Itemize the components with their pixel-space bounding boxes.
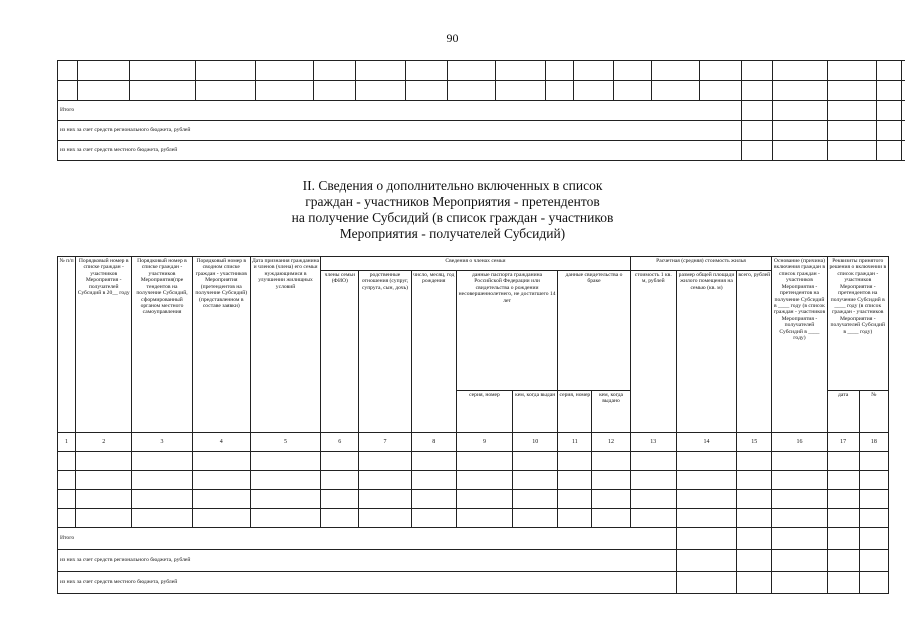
table-cell	[250, 490, 320, 509]
table-cell	[250, 509, 320, 528]
table-cell	[58, 61, 78, 81]
table-cell	[652, 61, 700, 81]
table-cell	[250, 471, 320, 490]
table-cell	[737, 490, 772, 509]
header-family-members: члены семьи (ФИО)	[321, 271, 359, 433]
column-number: 13	[630, 433, 676, 452]
table-cell	[130, 81, 196, 101]
header-family-info: Сведения о членах семьи	[321, 257, 630, 271]
table-cell	[737, 471, 772, 490]
column-number: 5	[250, 433, 320, 452]
table-row	[58, 509, 889, 528]
table-cell	[132, 471, 192, 490]
table-cell	[76, 490, 132, 509]
column-number: 6	[321, 433, 359, 452]
table-cell	[321, 452, 359, 471]
table-cell	[558, 490, 592, 509]
table-cell	[496, 61, 546, 81]
section-title-line: II. Сведения о дополнительно включенных в список	[302, 178, 603, 193]
header-passport-issued: кем, когда выдан	[513, 391, 558, 433]
header-relationship: родственные отношения (супруг, супруга, сын, дочь)	[359, 271, 411, 433]
table-cell	[359, 471, 411, 490]
table-cell	[772, 572, 827, 594]
table-cell	[456, 452, 512, 471]
section-title-line: Мероприятия - получателей Субсидий)	[339, 226, 566, 241]
table-cell	[902, 61, 905, 81]
column-number: 16	[772, 433, 827, 452]
table-cell	[58, 471, 76, 490]
table-cell	[58, 509, 76, 528]
table-cell	[359, 490, 411, 509]
column-number: 4	[192, 433, 250, 452]
table-cell	[742, 121, 773, 141]
table-cell	[558, 509, 592, 528]
table-cell	[676, 490, 736, 509]
table-cell	[513, 490, 558, 509]
table-cell	[773, 61, 828, 81]
table-cell	[359, 509, 411, 528]
table-row	[58, 452, 889, 471]
column-number: 11	[558, 433, 592, 452]
table-cell	[877, 121, 902, 141]
column-number: 14	[676, 433, 736, 452]
table-cell	[827, 490, 859, 509]
table-cell	[827, 452, 859, 471]
header-passport-series: серия, номер	[456, 391, 512, 433]
table-cell	[827, 528, 859, 550]
table-cell	[859, 550, 888, 572]
table-cell	[877, 61, 902, 81]
table-cell	[630, 509, 676, 528]
header-num: № п/п	[58, 257, 76, 433]
table-cell	[902, 121, 905, 141]
table-cell	[652, 81, 700, 101]
table-cell	[411, 452, 456, 471]
table-cell	[256, 81, 314, 101]
table-row	[58, 81, 905, 101]
table-cell	[513, 471, 558, 490]
header-consolidated-list-number: Порядковый номер в сводном списке граждан - участников Мероприятия (претендентов на получение Субсидий) (представленном в составе заявки)	[192, 257, 250, 433]
table-cell	[132, 490, 192, 509]
summary-row	[58, 101, 905, 121]
table-cell	[737, 572, 772, 594]
header-marriage-certificate: данные свидетельства о браке	[558, 271, 630, 391]
table-cell	[737, 528, 772, 550]
table-cell	[742, 141, 773, 161]
table-cell	[859, 490, 888, 509]
table-cell	[456, 490, 512, 509]
header-cost-per-sqm: стоимость 1 кв. м, рублей	[630, 271, 676, 433]
table-cell	[859, 572, 888, 594]
table-cell	[772, 550, 827, 572]
column-number: 1	[58, 433, 76, 452]
table-cell	[828, 121, 877, 141]
summary-row	[58, 572, 889, 594]
table-cell	[772, 471, 827, 490]
table-cell	[827, 550, 859, 572]
table-cell	[78, 61, 130, 81]
summary-label: из них за счет средств регионального бюджета, рублей	[58, 550, 677, 572]
table-cell	[676, 572, 736, 594]
table-cell	[256, 61, 314, 81]
table-cell	[76, 471, 132, 490]
table-cell	[676, 509, 736, 528]
table-cell	[250, 452, 320, 471]
table-cell	[314, 81, 356, 101]
table-row	[58, 61, 905, 81]
table-cell	[58, 490, 76, 509]
table-cell	[192, 471, 250, 490]
column-number: 2	[76, 433, 132, 452]
table-cell	[192, 509, 250, 528]
table-cell	[321, 490, 359, 509]
table-cell	[574, 61, 614, 81]
table-cell	[411, 471, 456, 490]
table-cell	[772, 452, 827, 471]
table-cell	[828, 141, 877, 161]
section-title-line: граждан - участников Мероприятия - претендентов	[305, 194, 600, 209]
table-cell	[406, 81, 448, 101]
table-cell	[859, 509, 888, 528]
continued-table	[57, 60, 905, 161]
table-cell	[827, 471, 859, 490]
table-cell	[742, 61, 773, 81]
column-number-row	[58, 433, 889, 452]
table-cell	[546, 61, 574, 81]
header-recognition-date: Дата признания гражданина и членов (члена) его семьи нуждающимися в улучшении жилищных условий	[250, 257, 320, 433]
table-cell	[772, 509, 827, 528]
summary-label: Итого	[58, 101, 742, 121]
header-decision-date: дата	[827, 391, 859, 433]
table-cell	[614, 81, 652, 101]
summary-row	[58, 528, 889, 550]
table-row	[58, 471, 889, 490]
summary-row	[58, 141, 905, 161]
header-decision-details: Реквизиты принятого решения о включении в список граждан - участников Мероприятия - претендентов на получение Субсидий в ____ году (в список граждан - участников Мероприятия - получателей Субсидий в ____ году)	[827, 257, 888, 391]
table-cell	[558, 452, 592, 471]
table-cell	[513, 509, 558, 528]
table-row	[58, 490, 889, 509]
table-cell	[859, 528, 888, 550]
header-marriage-issued: кем, когда выдано	[592, 391, 630, 433]
table-cell	[411, 490, 456, 509]
table-cell	[700, 61, 742, 81]
table-cell	[772, 490, 827, 509]
table-cell	[132, 452, 192, 471]
table-cell	[58, 81, 78, 101]
table-cell	[359, 452, 411, 471]
table-cell	[742, 101, 773, 121]
column-number: 10	[513, 433, 558, 452]
table-cell	[314, 61, 356, 81]
summary-label: из них за счет средств местного бюджета, рублей	[58, 572, 677, 594]
table-cell	[877, 81, 902, 101]
header-inclusion-reason: Основание (причина) включения граждан в список граждан - участников Мероприятия - претендентов на получение Субсидий в ____ году (в список граждан - участников Мероприятия - получателей Субсидий в ____ году)	[772, 257, 827, 433]
column-number: 17	[827, 433, 859, 452]
table-cell	[630, 471, 676, 490]
table-cell	[676, 550, 736, 572]
table-cell	[828, 101, 877, 121]
table-cell	[676, 452, 736, 471]
table-cell	[877, 141, 902, 161]
table-cell	[859, 452, 888, 471]
table-cell	[406, 61, 448, 81]
table-cell	[356, 61, 406, 81]
table-cell	[496, 81, 546, 101]
table-cell	[448, 81, 496, 101]
table-cell	[58, 452, 76, 471]
table-cell	[592, 452, 630, 471]
table-cell	[772, 528, 827, 550]
table-cell	[737, 509, 772, 528]
table-cell	[192, 490, 250, 509]
summary-row	[58, 121, 905, 141]
table-cell	[773, 101, 828, 121]
table-cell	[630, 452, 676, 471]
table-cell	[773, 141, 828, 161]
column-number: 15	[737, 433, 772, 452]
column-number: 18	[859, 433, 888, 452]
summary-row	[58, 550, 889, 572]
table-cell	[877, 101, 902, 121]
section-title	[0, 178, 905, 242]
table-cell	[773, 121, 828, 141]
table-cell	[448, 61, 496, 81]
table-cell	[859, 471, 888, 490]
table-cell	[676, 528, 736, 550]
table-cell	[513, 452, 558, 471]
table-cell	[546, 81, 574, 101]
header-local-list-number: Порядковый номер в списке граждан - участников Мероприятия(пре тендентов на получение Субсидий, сформированный органом местного самоуправления	[132, 257, 192, 433]
summary-label: Итого	[58, 528, 677, 550]
table-cell	[828, 61, 877, 81]
table-cell	[828, 81, 877, 101]
summary-label: из них за счет средств регионального бюджета, рублей	[58, 121, 742, 141]
column-number: 8	[411, 433, 456, 452]
table-cell	[321, 471, 359, 490]
table-cell	[558, 471, 592, 490]
table-cell	[827, 509, 859, 528]
table-cell	[196, 61, 256, 81]
table-cell	[902, 141, 905, 161]
table-cell	[574, 81, 614, 101]
table-cell	[630, 490, 676, 509]
column-number: 9	[456, 433, 512, 452]
header-housing-cost: Расчетная (средняя) стоимость жилья	[630, 257, 772, 271]
additional-participants-table	[57, 256, 889, 594]
summary-label: из них за счет средств местного бюджета, рублей	[58, 141, 742, 161]
table-cell	[902, 81, 905, 101]
table-cell	[76, 452, 132, 471]
table-cell	[196, 81, 256, 101]
table-cell	[614, 61, 652, 81]
table-cell	[411, 509, 456, 528]
header-marriage-series: серия, номер	[558, 391, 592, 433]
table-cell	[742, 81, 773, 101]
table-cell	[902, 101, 905, 121]
header-list-number: Порядковый номер в списке граждан - участников Мероприятия - получателей Субсидий в 20__ году	[76, 257, 132, 433]
table-cell	[592, 490, 630, 509]
table-cell	[356, 81, 406, 101]
table-cell	[737, 550, 772, 572]
header-birth-date: число, месяц, год рождения	[411, 271, 456, 433]
table-cell	[192, 452, 250, 471]
table-cell	[592, 509, 630, 528]
table-cell	[456, 471, 512, 490]
column-number: 7	[359, 433, 411, 452]
header-passport-data: данные паспорта гражданина Российской Федерации или свидетельства о рождении несовершеннолетнего, не достигшего 14 лет	[456, 271, 557, 391]
table-cell	[132, 509, 192, 528]
table-cell	[78, 81, 130, 101]
table-cell	[700, 81, 742, 101]
page-number: 90	[446, 31, 459, 45]
table-cell	[76, 509, 132, 528]
header-area-per-family: размер общей площади жилого помещения на семью (кв. м)	[676, 271, 736, 433]
section-title-line: на получение Субсидий (в список граждан - участников	[291, 210, 614, 225]
table-cell	[827, 572, 859, 594]
table-cell	[130, 61, 196, 81]
table-cell	[737, 452, 772, 471]
table-cell	[773, 81, 828, 101]
table-cell	[676, 471, 736, 490]
table-cell	[456, 509, 512, 528]
header-decision-number: №	[859, 391, 888, 433]
table-cell	[592, 471, 630, 490]
column-number: 12	[592, 433, 630, 452]
table-cell	[321, 509, 359, 528]
header-total-rub: всего, рублей	[737, 271, 772, 433]
column-number: 3	[132, 433, 192, 452]
